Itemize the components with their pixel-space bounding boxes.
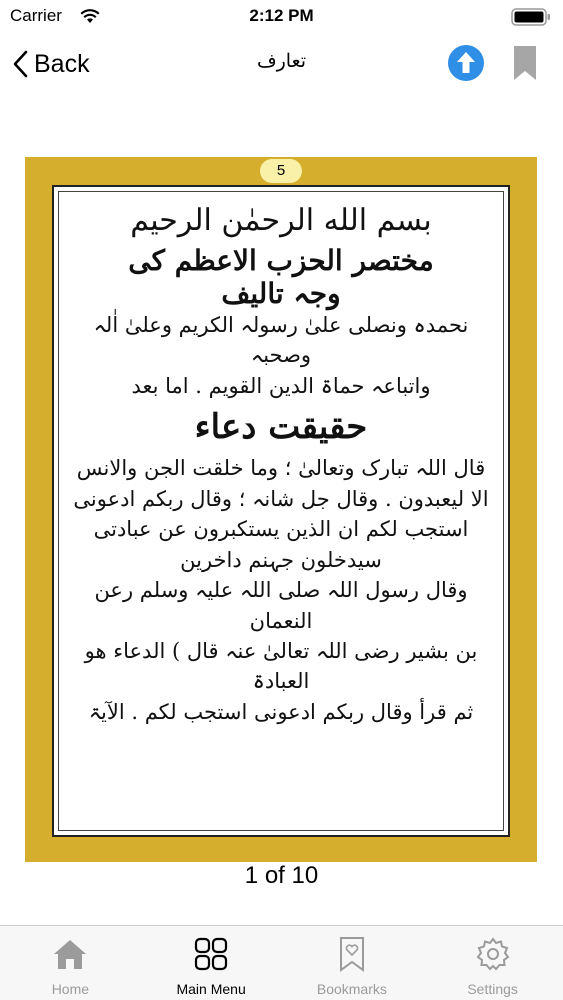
tab-label: Main Menu: [176, 981, 246, 997]
page-text: [64, 197, 498, 825]
upload-button[interactable]: [447, 44, 485, 82]
tab-label: Home: [51, 981, 90, 997]
body-line: سیدخلون جہنم داخرین: [180, 547, 382, 572]
carrier-label: Carrier: [10, 6, 62, 25]
body-line: بن بشیر رضی اللہ تعالیٰ عنہ قال ) الدعاء ھو العبادۃ: [84, 638, 478, 694]
intro-line-2: واتباعہ حماۃ الدین القویم . اما بعد: [131, 373, 431, 398]
page-content[interactable]: [52, 185, 510, 837]
body-line: وقال رسول اللہ صلی اللہ علیہ وسلم رعن النعمان: [94, 578, 468, 633]
body-line: قال اللہ تبارک وتعالیٰ ؛ وما خلقت الجن والانس: [76, 456, 486, 481]
navigation-bar: [0, 34, 563, 94]
tab-bookmarks[interactable]: [282, 926, 423, 1000]
title-line-1: مختصر الحزب الاعظم کی: [128, 244, 434, 277]
bismillah-line: بسم الله الرحمٰن الرحیم: [130, 203, 432, 238]
intro-line-1: نحمدہ ونصلی علیٰ رسولہ الکریم وعلیٰ اٰلہ وصحبہ: [93, 313, 469, 368]
title-line-2: وجہ تالیف: [221, 277, 341, 310]
tab-label: Bookmarks: [316, 981, 387, 997]
gear-icon: [475, 936, 511, 972]
body-line: استجب لکم ان الذین یستکبرون عن عبادتی: [93, 517, 469, 542]
section-heading: حقیقت دعاء: [194, 407, 368, 448]
tab-settings[interactable]: [422, 926, 563, 1000]
page-number-badge: 5: [260, 159, 302, 183]
home-icon: [52, 936, 88, 972]
grid-icon: [193, 936, 229, 972]
bookmark-icon[interactable]: [512, 44, 538, 82]
tab-label: Settings: [467, 981, 518, 997]
page-title: تعارف: [256, 50, 307, 72]
page-frame: [25, 157, 537, 862]
bookmark-heart-icon: [334, 936, 370, 972]
tab-home[interactable]: [0, 926, 141, 1000]
page-counter: 1 of 10: [244, 862, 319, 889]
battery-icon: [511, 8, 551, 26]
status-bar: [0, 0, 563, 34]
body-line: ثم قرأ وقال ربکم ادعونی استجب لکم . الآیۃ: [88, 699, 474, 724]
tab-bar: [0, 925, 563, 1000]
body-line: الا لیعبدون . وقال جل شانہ ؛ وقال ربکم ادعونی: [73, 486, 489, 511]
tab-main-menu[interactable]: [141, 926, 282, 1000]
status-time: 2:12 PM: [249, 6, 314, 25]
back-label: Back: [34, 49, 90, 78]
